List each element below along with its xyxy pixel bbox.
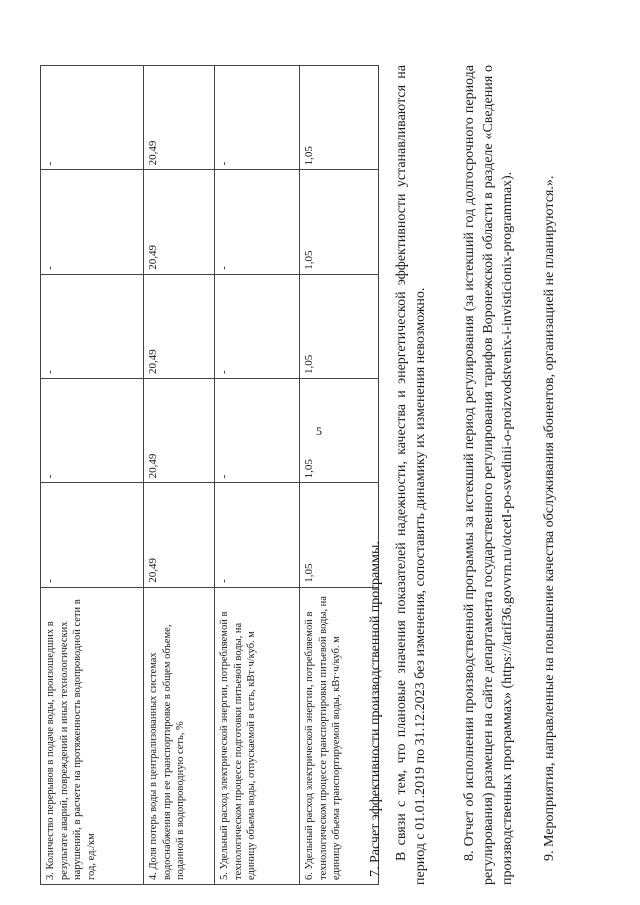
indicator-value: - xyxy=(41,274,144,378)
indicator-value: - xyxy=(41,66,144,170)
indicator-value: 20,49 xyxy=(144,170,215,274)
indicator-value: 1,05 xyxy=(300,170,379,274)
indicator-value: - xyxy=(41,170,144,274)
indicator-value: - xyxy=(215,274,300,378)
table-row xyxy=(41,66,144,885)
section-7-heading: 7. Расчет эффективности производственной программы. xyxy=(368,541,383,877)
indicator-value: 1,05 xyxy=(300,274,379,378)
indicator-label: 4. Доля потерь воды в централизованных системах водоснабжения при ее транспортировке в общем объеме, поданной в водопроводную сеть, % xyxy=(144,587,215,884)
indicator-value: 20,49 xyxy=(144,483,215,587)
indicator-label: 5. Удельный расход электрической энергии, потребляемой в технологическом процессе подготовки питьевой воды, на единицу объема воды, отпускаемой в сеть, кВт·ч/куб. м xyxy=(215,587,300,884)
indicator-value: 1,05 xyxy=(300,66,379,170)
section-8-paragraph: 8. Отчет об исполнении производственной программы за истекший период регулирования (за истекший год долгосрочного периода регулирования) размещен на сайте департамента государственного регулирования тарифов Воронежской области в разделе «Сведения о производственных программах» (https://tarif36.govvrn.ru/otcetI-po-svedinii-o-proizvodstvenix-i-invisticionix-programmax). xyxy=(462,65,515,885)
indicator-value: - xyxy=(215,66,300,170)
indicator-value: 20,49 xyxy=(144,379,215,483)
indicator-value: - xyxy=(215,483,300,587)
rotated-content xyxy=(40,25,620,885)
indicator-label: 6. Удельный расход электрической энергии, потребляемой в технологическом процессе транспортировки питьевой воды, на единицу объема транспортируемой воды, кВт·ч/куб. м xyxy=(300,587,379,884)
indicator-value: - xyxy=(215,170,300,274)
conclusion-paragraph: В связи с тем, что плановые значения показателей надежности, качества и энергетической эффективности устанавливаются на период с 01.01.2019 по 31.12.2023 без изменения, сопоставить динамику их изменения невозможно. xyxy=(394,65,428,885)
section-9-paragraph: 9. Мероприятия, направленные на повышение качества обслуживания абонентов, организацией не планируются.». xyxy=(542,175,557,861)
indicator-value: 20,49 xyxy=(144,274,215,378)
indicator-value: 1,05 xyxy=(300,483,379,587)
indicators-table xyxy=(40,65,379,885)
indicator-value: - xyxy=(41,483,144,587)
indicator-value: - xyxy=(41,379,144,483)
table-row xyxy=(215,66,300,885)
indicator-value: - xyxy=(215,379,300,483)
table-row xyxy=(144,66,215,885)
indicator-value: 20,49 xyxy=(144,66,215,170)
indicator-value: 1,05 xyxy=(300,379,379,483)
page-number: 5 xyxy=(316,424,322,438)
indicator-label: 3. Количество перерывов в подаче воды, произошедших в результате аварий, повреждений и иных технологических нарушений, в расчете на протяженность водопроводной сети в год, ед./км xyxy=(41,587,144,884)
